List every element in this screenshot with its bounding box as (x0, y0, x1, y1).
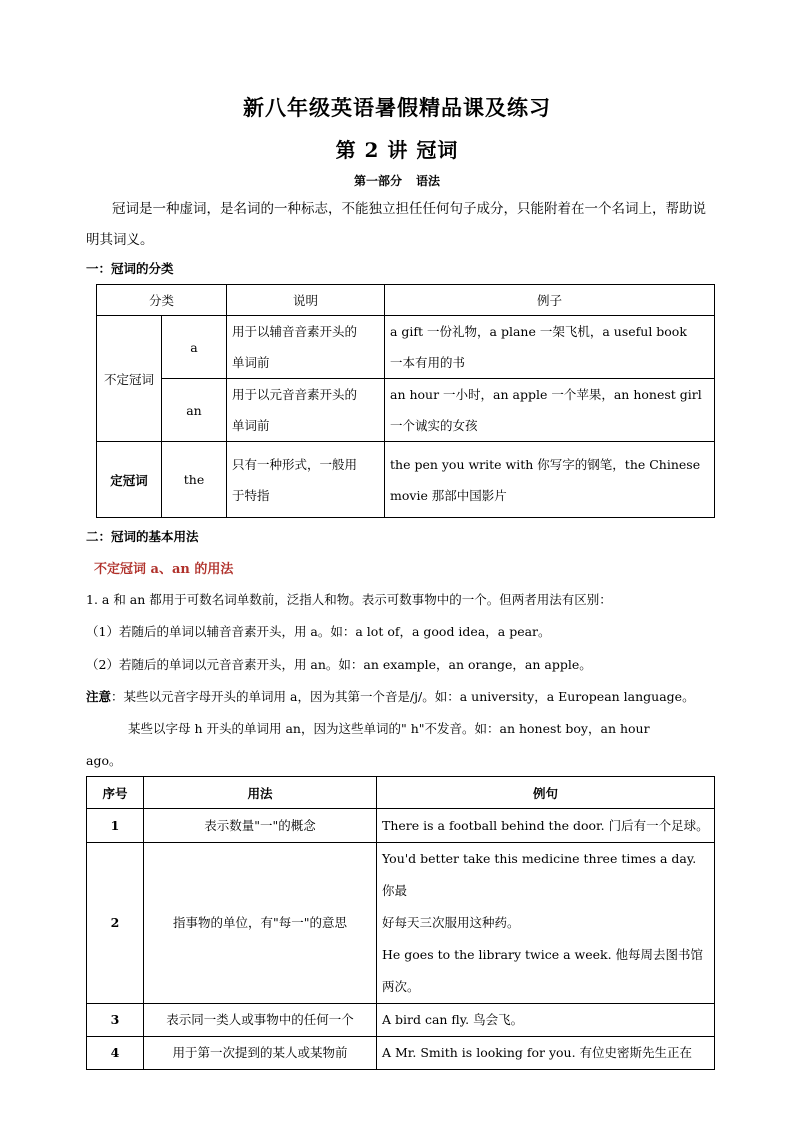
table-row (87, 809, 715, 843)
example-line: movie 那部中国影片 (390, 487, 507, 503)
usage-cell: 用于第一次提到的某人或某物前 (144, 1037, 377, 1070)
section-heading-usage: 二：冠词的基本用法 (86, 529, 199, 544)
row-number: 2 (87, 843, 144, 1004)
example-line: You'd better take this medicine three times a day. 你最 (382, 851, 697, 898)
intro-line-2: 助说明其词义。 (86, 201, 706, 248)
header-example-sentence: 例句 (377, 777, 715, 809)
description-line: 用于以元音音素开头的 (232, 387, 358, 402)
description-line: 于特指 (232, 487, 270, 503)
header-description: 说明 (227, 285, 385, 316)
section-heading-classification: 一：冠词的分类 (86, 261, 174, 276)
example-cell: There is a football behind the door. 门后有一个足球。 (377, 809, 715, 843)
usage-line: （2）若随后的单词以元音音素开头，用 an。如：an example，an orange，an apple。 (86, 657, 592, 672)
indefinite-usage-table (86, 776, 715, 1070)
usage-cell: 表示数量"一"的概念 (144, 809, 377, 843)
description-line: 用于以辅音音素开头的 (232, 324, 358, 339)
table-row (87, 843, 715, 1004)
example-cell: A Mr. Smith is looking for you. 有位史密斯先生正在 (377, 1037, 715, 1070)
description-cell (227, 379, 385, 442)
note-text: ：某些以元音字母开头的单词用 a，因为其第一个音是/j/。如：a university，a European language。 (111, 689, 695, 704)
description-line: 只有一种形式，一般用 (232, 456, 358, 472)
example-line: a gift 一份礼物，a plane 一架飞机，a useful book (390, 324, 687, 339)
header-number: 序号 (87, 777, 144, 809)
header-examples: 例子 (385, 285, 715, 316)
example-cell (385, 379, 715, 442)
table-row (97, 316, 715, 379)
intro-paragraph (86, 194, 714, 256)
header-category: 分类 (97, 285, 227, 316)
note-line-end: ago。 (86, 753, 122, 768)
table-header-row (97, 285, 715, 316)
example-cell (377, 843, 715, 1004)
description-cell (227, 316, 385, 379)
example-line: He goes to the library twice a week. 他每周去图书馆 (382, 947, 704, 962)
article-classification-table (96, 284, 715, 518)
description-cell (227, 442, 385, 518)
description-line: 单词前 (232, 355, 270, 370)
table-row (87, 1037, 715, 1070)
table-header-row (87, 777, 715, 809)
usage-cell: 指事物的单位，有"每一"的意思 (144, 843, 377, 1004)
note-label: 注意 (86, 689, 112, 704)
table-row (97, 379, 715, 442)
table-row (87, 1004, 715, 1037)
note-line (86, 687, 716, 705)
part-topic: 语法 (416, 174, 441, 188)
usage-line: （1）若随后的单词以辅音音素开头，用 a。如：a lot of，a good idea，a pear。 (86, 624, 551, 639)
header-usage: 用法 (144, 777, 377, 809)
article-cell: an (162, 379, 227, 442)
lesson-title: 第 2 讲 冠词 (335, 138, 459, 162)
part-number: 第一部分 (353, 174, 402, 188)
table-row (97, 442, 715, 518)
article-cell: the (162, 442, 227, 518)
article-cell: a (162, 316, 227, 379)
part-label (0, 172, 794, 189)
document-title: 新八年级英语暑假精品课及练习 (243, 95, 551, 120)
example-line: 一本有用的书 (390, 355, 466, 370)
usage-cell: 表示同一类人或事物中的任何一个 (144, 1004, 377, 1037)
definite-article-label: 定冠词 (97, 442, 162, 518)
row-number: 4 (87, 1037, 144, 1070)
indefinite-article-label: 不定冠词 (97, 316, 162, 442)
example-cell (385, 316, 715, 379)
example-cell: A bird can fly. 鸟会飞。 (377, 1004, 715, 1037)
description-line: 单词前 (232, 418, 270, 433)
intro-line-1: 冠词是一种虚词，是名词的一种标志，不能独立担任任何句子成分，只能附着在一个名词上，帮 (112, 201, 679, 217)
example-line: 两次。 (382, 979, 420, 994)
example-line: 一个诚实的女孩 (390, 418, 478, 433)
example-line: 好每天三次服用这种药。 (382, 915, 520, 930)
subheading-indefinite-usage: 不定冠词 a、an 的用法 (94, 562, 234, 577)
note-line-continued: 某些以字母 h 开头的单词用 an，因为这些单词的" h"不发音。如：an honest boy，an hour (128, 721, 650, 736)
example-line: the pen you write with 你写字的钢笔，the Chinese (390, 456, 701, 472)
usage-line: 1. a 和 an 都用于可数名词单数前，泛指人和物。表示可数事物中的一个。但两者用法有区别： (86, 592, 612, 607)
row-number: 1 (87, 809, 144, 843)
example-line: an hour 一小时，an apple 一个苹果，an honest girl (390, 387, 702, 402)
row-number: 3 (87, 1004, 144, 1037)
example-cell (385, 442, 715, 518)
